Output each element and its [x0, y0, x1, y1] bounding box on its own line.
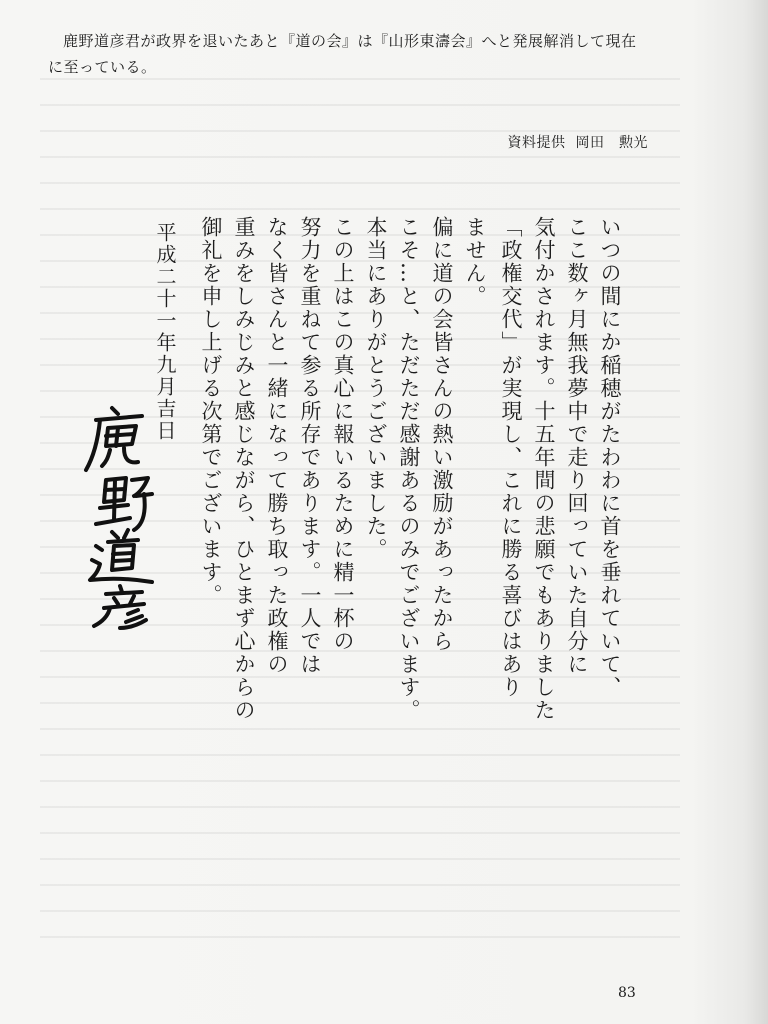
letter-line: 本当にありがとうございました。 — [364, 216, 388, 561]
letter-line: 重みをしみじみと感じながら、ひとまず心からの — [232, 216, 256, 722]
signature-image — [72, 400, 162, 630]
letter-date: 平成二十一年九月吉日 — [153, 222, 177, 442]
letter-line: この上はこの真心に報いるために精一杯の — [331, 216, 355, 653]
page-number: 83 — [618, 985, 636, 1001]
letter-line: 偏に道の会皆さんの熱い激励があったから — [430, 216, 454, 653]
credit-label: 資料提供 — [507, 135, 566, 151]
intro-paragraph: 鹿野道彦君が政界を退いたあと『道の会』は『山形東濤会』へと発展解消して現在に至っている。 — [48, 32, 637, 76]
letter-line: こそ…と、ただただ感謝あるのみでございます。 — [397, 216, 421, 722]
letter-line: 「政権交代」が実現し、これに勝る喜びはあり — [499, 216, 523, 699]
letter-line: ここ数ヶ月無我夢中で走り回っていた自分に — [565, 216, 589, 676]
letter-line: 御礼を申し上げる次第でございます。 — [199, 216, 223, 607]
handwritten-letter — [150, 216, 622, 722]
letter-line: ません。 — [463, 216, 487, 308]
credit-name: 岡田 勲光 — [575, 135, 648, 151]
letter-line: いつの間にか稲穂がたわわに首を垂れていて、 — [598, 216, 622, 699]
letter-line: 気付かされます。十五年間の悲願でもありました — [532, 216, 556, 722]
letter-line: 努力を重ねて参る所存であります。一人では — [298, 216, 322, 676]
letter-line: なく皆さんと一緒になって勝ち取った政権の — [265, 216, 289, 676]
source-credit — [430, 132, 648, 152]
